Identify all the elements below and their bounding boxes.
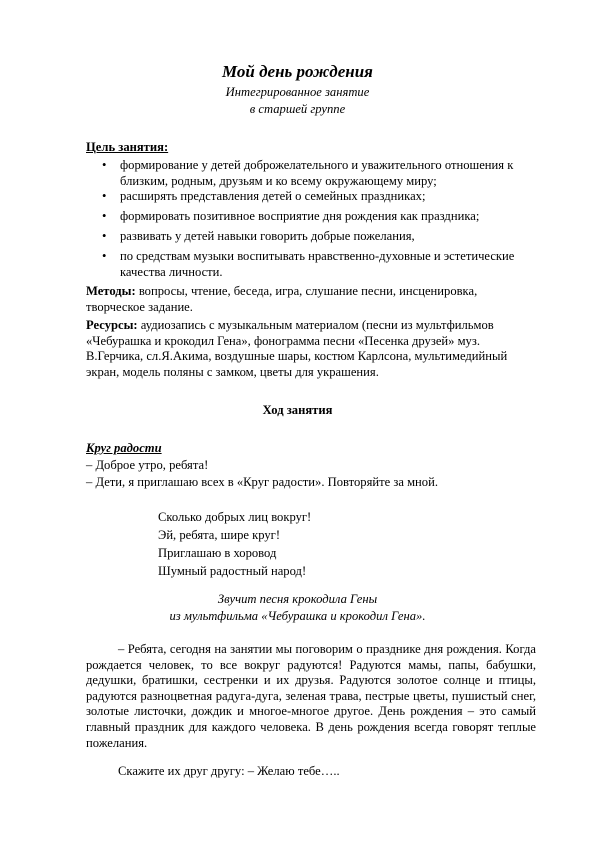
greeting-line: – Доброе утро, ребята! [86, 458, 209, 472]
subtitle-line-2: в старшей группе [249, 102, 346, 116]
methods-text: вопросы, чтение, беседа, игра, слушание песни, инсценировка, творческое задание. [86, 284, 478, 314]
methods-label: Методы: [86, 284, 136, 298]
section-heading: Ход занятия [262, 403, 333, 417]
goals-list [100, 158, 530, 280]
methods-paragraph [86, 284, 526, 315]
circle-heading: Круг радости [86, 441, 162, 455]
resources-paragraph [86, 318, 531, 380]
poem-line: Шумный радостный народ! [158, 564, 307, 578]
subtitle-line-1: Интегрированное занятие [225, 85, 370, 99]
song-line-2: из мультфильма «Чебурашка и крокодил Гена». [169, 609, 426, 623]
invitation-line: – Дети, я приглашаю всех в «Круг радости». Повторяйте за мной. [86, 475, 438, 489]
closing-line: Скажите их друг другу: – Желаю тебе….. [118, 764, 340, 778]
song-line-1: Звучит песня крокодила Гены [217, 592, 378, 606]
goal-item: • развивать у детей навыки говорить добрые пожелания, [100, 229, 530, 249]
goal-item: • формирование у детей доброжелательного и уважительного отношения к близким, родным, друзьям и ко всему окружающему миру; [100, 158, 530, 189]
document-title: Мой день рождения [222, 62, 373, 81]
poem-line: Эй, ребята, шире круг! [158, 528, 281, 542]
poem [158, 508, 458, 580]
poem-line: Приглашаю в хоровод [158, 546, 277, 560]
goal-item: • по средствам музыки воспитывать нравственно-духовные и эстетические качества личности. [100, 249, 530, 280]
goal-heading: Цель занятия: [86, 140, 169, 154]
resources-text: аудиозапись с музыкальным материалом (песни из мультфильмов «Чебурашка и крокодил Гена», фонограмма песни «Песенка друзей» муз. В.Герчика, сл.Я.Акима, воздушные шары, костюм Карлсона, мультимедийный экран, модель поляны с замком, цветы для украшения. [86, 318, 508, 379]
poem-line: Сколько добрых лиц вокруг! [158, 510, 312, 524]
resources-label: Ресурсы: [86, 318, 138, 332]
main-paragraph: – Ребята, сегодня на занятии мы поговорим о празднике дня рождения. Когда рождается человек, то все вокруг радуются! Радуются мамы, папы, бабушки, дедушки, братишки, сестренки и их друзья. Радуются золотое солнце и птицы, радуются разноцветная радуга-дуга, зеленая трава, пестрые цветы, пушистый снег, золотые листочки, дождик и многое-многое другое. День рождения – это самый главный праздник для каждого человека. В день рождения всегда говорят теплые пожелания. [86, 642, 536, 750]
goal-item: • формировать позитивное восприятие дня рождения как праздника; [100, 209, 530, 229]
goal-item: • расширять представления детей о семейных праздниках; [100, 189, 530, 209]
